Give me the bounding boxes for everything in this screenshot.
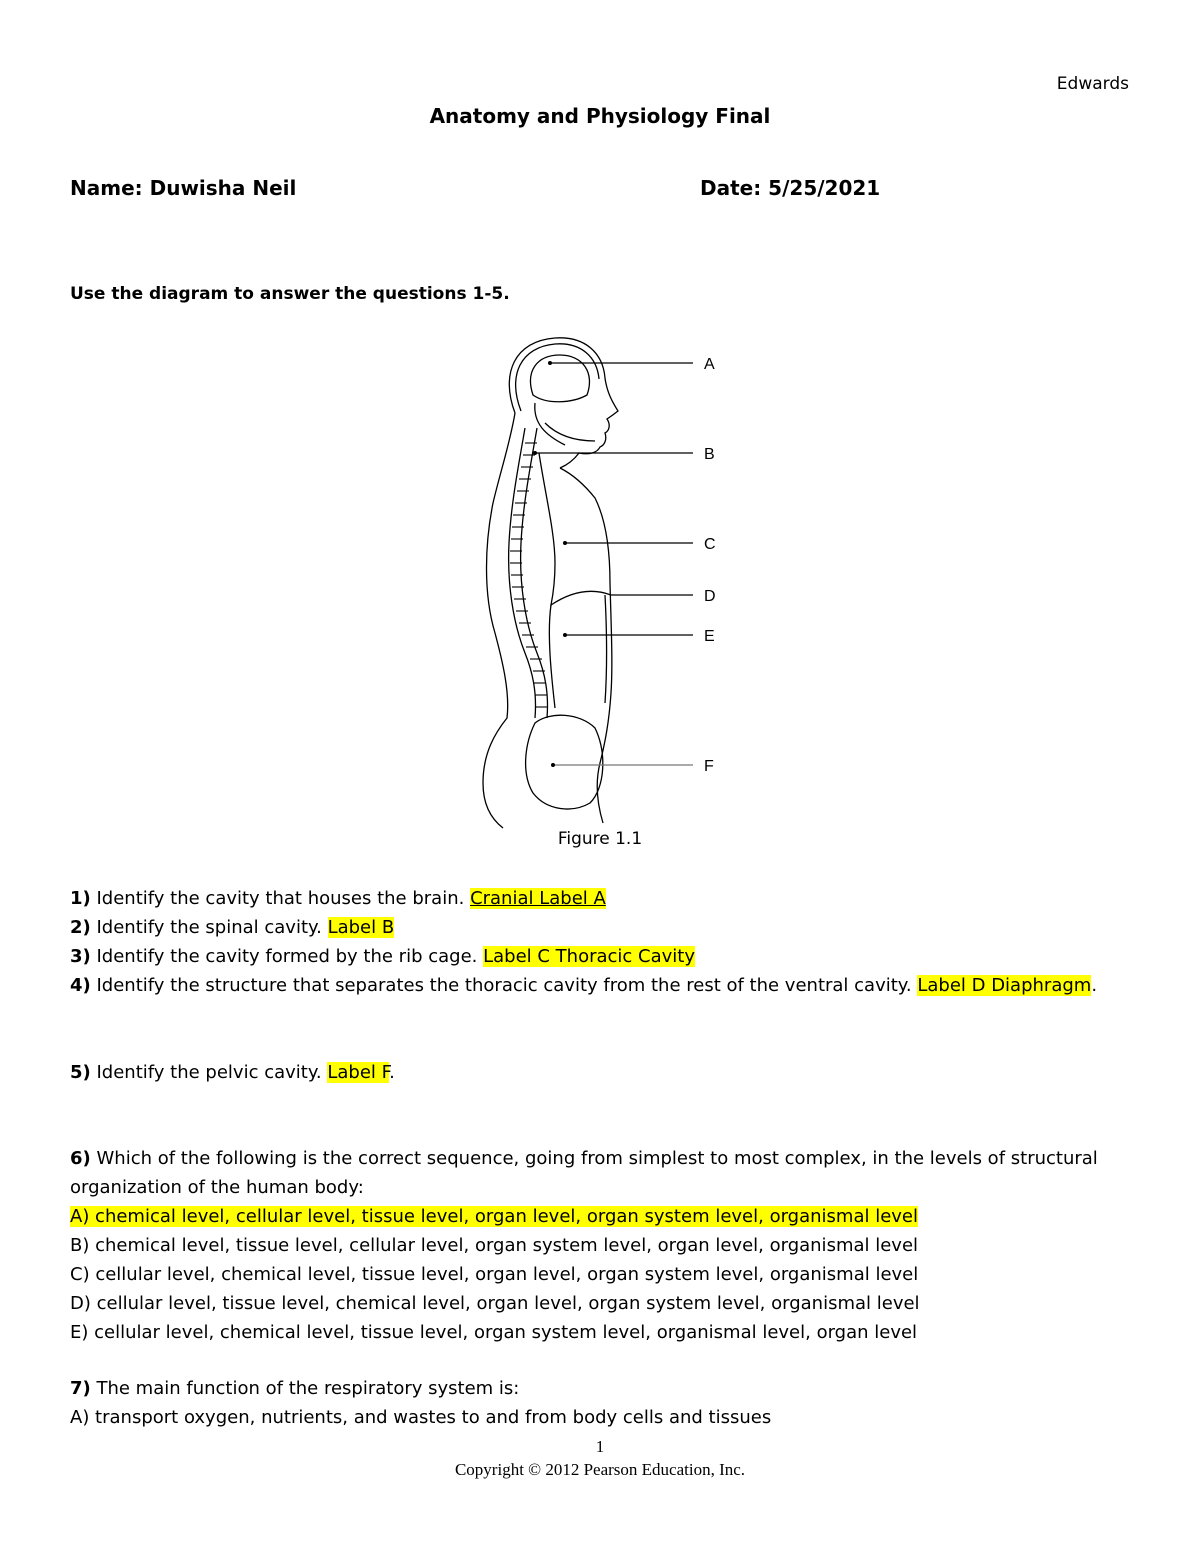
page-title: Anatomy and Physiology Final xyxy=(429,104,771,128)
question-6-option-c: C) cellular level, chemical level, tissue level, organ level, organ system level, organismal level xyxy=(70,1264,919,1285)
question-3: 3) Identify the cavity formed by the rib cage. Label C Thoracic Cavity xyxy=(70,946,696,967)
figure-label-c: C xyxy=(704,536,716,553)
question-6-option-a: A) chemical level, cellular level, tissue level, organ level, organ system level, organismal level xyxy=(70,1206,918,1227)
body-outline xyxy=(483,338,618,828)
body-cavity-diagram xyxy=(455,333,755,833)
answer-4: Label D Diaphragm xyxy=(917,975,1092,996)
leader-lines xyxy=(535,363,693,765)
answer-3: Label C Thoracic Cavity xyxy=(483,946,696,967)
question-7: 7) The main function of the respiratory system is: xyxy=(70,1378,520,1399)
figure-label-b: B xyxy=(704,446,715,463)
question-6-option-b: B) chemical level, tissue level, cellular level, organ system level, organ level, organismal level xyxy=(70,1235,919,1256)
question-7-option-a: A) transport oxygen, nutrients, and wastes to and from body cells and tissues xyxy=(70,1407,772,1428)
header-author: Edwards xyxy=(1056,74,1129,94)
figure-label-e: E xyxy=(704,628,715,645)
question-6: 6) Which of the following is the correct sequence, going from simplest to most complex, in the levels of structural organization of the human body: xyxy=(70,1148,1098,1198)
question-1: 1) Identify the cavity that houses the brain. Cranial Label A xyxy=(70,888,606,909)
question-5: 5) Identify the pelvic cavity. Label F. xyxy=(70,1062,395,1083)
answer-5: Label F xyxy=(327,1062,390,1083)
figure-caption: Figure 1.1 xyxy=(557,829,643,849)
question-4: 4) Identify the structure that separates the thoracic cavity from the rest of the ventral cavity. Label D Diaphragm. xyxy=(70,975,1098,996)
question-2: 2) Identify the spinal cavity. Label B xyxy=(70,917,395,938)
student-name: Name: Duwisha Neil xyxy=(70,176,297,200)
answer-2: Label B xyxy=(327,917,395,938)
instruction: Use the diagram to answer the questions 1-5. xyxy=(70,284,510,304)
figure-label-d: D xyxy=(704,588,716,605)
figure-label-a: A xyxy=(704,356,715,373)
page-number: 1 xyxy=(595,1437,605,1456)
question-6-option-e: E) cellular level, chemical level, tissue level, organ system level, organismal level, organ level xyxy=(70,1322,918,1343)
answer-1: Cranial Label A xyxy=(470,888,606,909)
exam-date: Date: 5/25/2021 xyxy=(700,176,881,200)
copyright: Copyright © 2012 Pearson Education, Inc. xyxy=(454,1460,746,1479)
question-6-option-d: D) cellular level, tissue level, chemical level, organ level, organ system level, organismal level xyxy=(70,1293,920,1314)
figure-label-f: F xyxy=(704,758,714,775)
